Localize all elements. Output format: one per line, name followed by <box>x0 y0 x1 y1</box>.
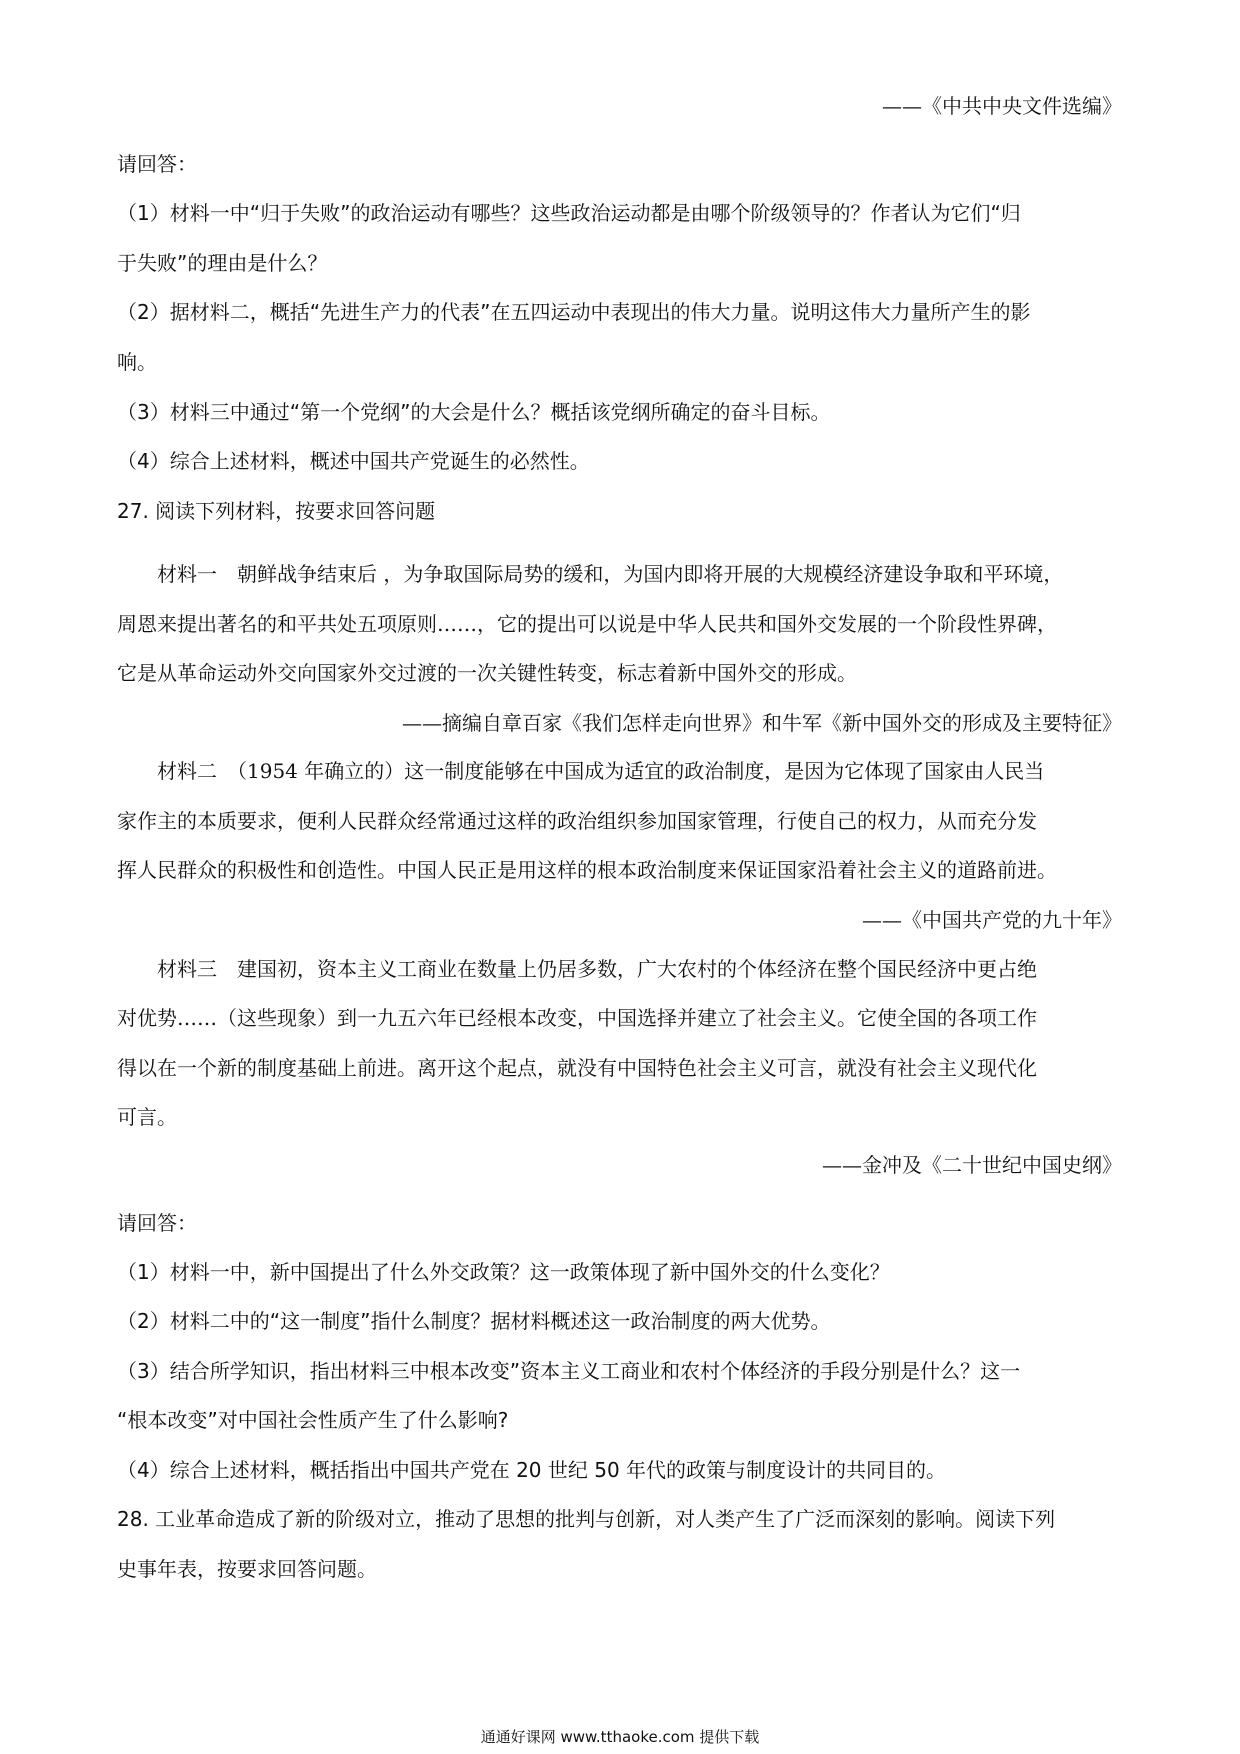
text-line: 可言。 <box>117 1105 177 1129</box>
text-line: 27. 阅读下列材料，按要求回答问题 <box>117 499 436 523</box>
text-line: 得以在一个新的制度基础上前进。离开这个起点，就没有中国特色社会主义可言，就没有社会主义现代化 <box>117 1056 1037 1080</box>
source-citation: ——摘编自章百家《我们怎样走向世界》和牛军《新中国外交的形成及主要特征》 <box>402 711 1122 735</box>
page-footer: 通通好课网 www.tthaoke.com 提供下载 <box>480 1728 760 1746</box>
text-line: 材料一 朝鲜战争结束后 ，为争取国际局势的缓和，为国内即将开展的大规模经济建设争取和平环境， <box>157 562 1064 586</box>
text-line: （1）材料一中“归于失败”的政治运动有哪些？这些政治运动都是由哪个阶级领导的？作者认为它们“归 <box>117 201 1021 225</box>
text-line: 于失败”的理由是什么？ <box>117 251 328 275</box>
text-line: （2）材料二中的“这一制度”指什么制度？据材料概述这一政治制度的两大优势。 <box>117 1309 831 1333</box>
text-line: 响。 <box>117 350 157 374</box>
text-line: （4）综合上述材料，概述中国共产党诞生的必然性。 <box>117 449 590 473</box>
text-line: 它是从革命运动外交向国家外交过渡的一次关键性转变，标志着新中国外交的形成。 <box>117 661 857 685</box>
text-line: 周恩来提出著名的和平共处五项原则……，它的提出可以说是中华人民共和国外交发展的一个阶段性界碑， <box>117 612 1057 636</box>
text-line: 史事年表，按要求回答问题。 <box>117 1557 377 1581</box>
text-line: 28. 工业革命造成了新的阶级对立，推动了思想的批判与创新，对人类产生了广泛而深刻的影响。阅读下列 <box>117 1507 1056 1531</box>
text-line: 材料二 （1954 年确立的）这一制度能够在中国成为适宜的政治制度，是因为它体现了国家由人民当 <box>157 759 1045 783</box>
text-line: （2）据材料二，概括“先进生产力的代表”在五四运动中表现出的伟大力量。说明这伟大力量所产生的影 <box>117 300 1031 324</box>
text-line: （4）综合上述材料，概括指出中国共产党在 20 世纪 50 年代的政策与制度设计的共同目的。 <box>117 1458 947 1482</box>
source-citation: ——金冲及《二十世纪中国史纲》 <box>822 1153 1122 1177</box>
source-citation: ——《中国共产党的九十年》 <box>862 908 1122 932</box>
text-line: 挥人民群众的积极性和创造性。中国人民正是用这样的根本政治制度来保证国家沿着社会主义的道路前进。 <box>117 858 1057 882</box>
text-line: 请回答： <box>117 152 197 176</box>
text-line: （1）材料一中，新中国提出了什么外交政策？这一政策体现了新中国外交的什么变化？ <box>117 1260 890 1284</box>
text-line: 对优势……（这些现象）到一九五六年已经根本改变，中国选择并建立了社会主义。它使全国的各项工作 <box>117 1006 1037 1030</box>
text-line: 材料三 建国初，资本主义工商业在数量上仍居多数，广大农村的个体经济在整个国民经济中更占绝 <box>157 957 1037 981</box>
text-line: （3）结合所学知识，指出材料三中根本改变”资本主义工商业和农村个体经济的手段分别是什么？这一 <box>117 1359 1021 1383</box>
text-line: （3）材料三中通过“第一个党纲”的大会是什么？概括该党纲所确定的奋斗目标。 <box>117 400 831 424</box>
source-citation: ——《中共中央文件选编》 <box>882 94 1122 118</box>
text-line: 家作主的本质要求，便利人民群众经常通过这样的政治组织参加国家管理，行使自己的权力，从而充分发 <box>117 809 1037 833</box>
text-line: 请回答： <box>117 1211 197 1235</box>
text-line: “根本改变”对中国社会性质产生了什么影响? <box>117 1408 509 1432</box>
